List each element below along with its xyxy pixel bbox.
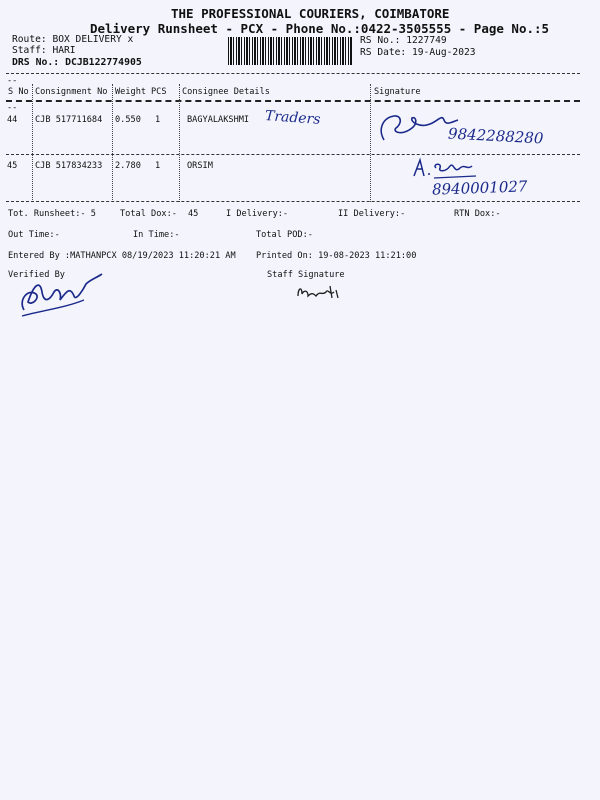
col-header-consignment: Consignment No bbox=[35, 87, 108, 97]
in-time: In Time:- bbox=[133, 230, 180, 240]
row-consignment: CJB 517711684 bbox=[35, 115, 103, 125]
col-divider bbox=[112, 84, 113, 202]
staff-signature-label: Staff Signature bbox=[267, 270, 345, 280]
handwritten-phone: 8940001027 bbox=[431, 177, 528, 199]
col-header-pcs: PCS bbox=[151, 87, 167, 97]
tot-runsheet: Tot. Runsheet:- 5 bbox=[8, 209, 96, 219]
rs-date-label: RS Date: bbox=[360, 47, 407, 58]
rtn-dox: RTN Dox:- bbox=[454, 209, 501, 219]
staff-signature-scribble bbox=[294, 282, 344, 302]
row-sno: 44 bbox=[7, 115, 18, 125]
route-label: Route: bbox=[12, 34, 47, 45]
drs-label: DRS No.: bbox=[12, 57, 60, 68]
verified-by-label: Verified By bbox=[8, 270, 65, 280]
handwritten-phone: 9842288280 bbox=[447, 124, 544, 148]
row-pcs: 1 bbox=[155, 161, 161, 171]
row-pcs: 1 bbox=[155, 115, 161, 125]
col-divider bbox=[32, 84, 33, 202]
col-divider bbox=[179, 84, 180, 202]
staff-line bbox=[12, 45, 76, 56]
printed-on: Printed On: 19-08-2023 11:21:00 bbox=[256, 251, 417, 261]
rs-no-value: 1227749 bbox=[406, 35, 447, 46]
row-consignee: BAGYALAKSHMI bbox=[187, 115, 250, 125]
separator-row bbox=[6, 154, 580, 155]
separator-header bbox=[6, 100, 580, 102]
out-time: Out Time:- bbox=[8, 230, 60, 240]
i-delivery: I Delivery:- bbox=[226, 209, 289, 219]
entered-by: Entered By :MATHANPCX 08/19/2023 11:20:21 AM bbox=[8, 251, 236, 261]
col-header-consignee: Consignee Details bbox=[182, 87, 270, 97]
total-pod: Total POD:- bbox=[256, 230, 313, 240]
company-title: THE PROFESSIONAL COURIERS, COIMBATORE bbox=[171, 6, 450, 21]
total-dox-value: 45 bbox=[188, 209, 199, 219]
row-weight: 2.780 bbox=[115, 161, 141, 171]
rs-no-label: RS No.: bbox=[360, 35, 401, 46]
row-consignment: CJB 517834233 bbox=[35, 161, 103, 171]
route-value: BOX DELIVERY x bbox=[52, 34, 134, 45]
row-consignee: ORSIM bbox=[187, 161, 213, 171]
col-divider bbox=[370, 84, 371, 202]
drs-value: DCJB122774905 bbox=[65, 57, 142, 68]
staff-value: HARI bbox=[52, 45, 76, 56]
ii-delivery: II Delivery:- bbox=[338, 209, 406, 219]
route-line bbox=[12, 34, 133, 45]
handwritten-consignee: Traders bbox=[264, 108, 322, 128]
rs-date-value: 19-Aug-2023 bbox=[412, 47, 476, 58]
barcode-image bbox=[228, 37, 353, 65]
dash-mark: -- bbox=[7, 76, 18, 86]
verifier-signature-scribble bbox=[14, 270, 104, 320]
separator-bottom bbox=[6, 201, 580, 202]
col-header-weight: Weight bbox=[115, 87, 147, 97]
rs-no-line bbox=[360, 35, 447, 46]
separator-top bbox=[6, 73, 580, 74]
rs-date-line bbox=[360, 47, 476, 58]
drs-line bbox=[12, 57, 142, 68]
col-header-signature: Signature bbox=[374, 87, 421, 97]
dash-mark: -- bbox=[7, 103, 18, 113]
row-weight: 0.550 bbox=[115, 115, 141, 125]
signature-scribble bbox=[410, 156, 480, 182]
runsheet-subtitle: Delivery Runsheet - PCX - Phone No.:0422-3505555 - Page No.:5 bbox=[90, 21, 550, 36]
col-header-sno: S No bbox=[8, 87, 29, 97]
total-dox-label: Total Dox:- bbox=[120, 209, 177, 219]
row-sno: 45 bbox=[7, 161, 18, 171]
staff-label: Staff: bbox=[12, 45, 47, 56]
